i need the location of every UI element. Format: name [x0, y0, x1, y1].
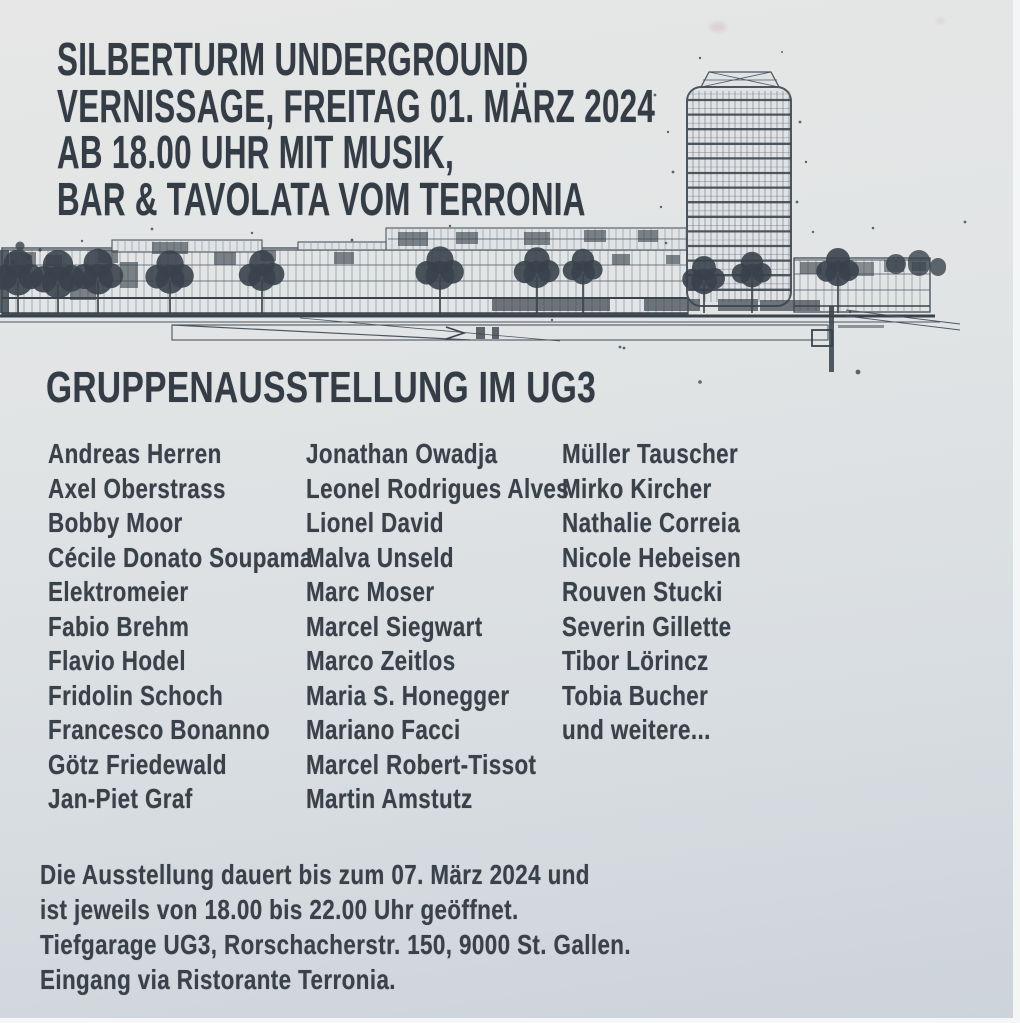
artist-name	[48, 644, 306, 679]
artist-name	[562, 541, 862, 576]
text: Fridolin Schoch	[48, 679, 224, 711]
text: und weitere...	[562, 714, 711, 745]
text: Bobby Moor	[48, 507, 183, 538]
text: Mariano Facci	[306, 714, 461, 745]
photo-edge	[0, 1018, 1020, 1023]
header-line	[57, 126, 937, 178]
text: Götz Friedewald	[48, 748, 227, 780]
text: AB 18.00 UHR MIT MUSIK,	[57, 126, 455, 178]
artist-name	[48, 713, 306, 748]
text: Flavio Hodel	[48, 645, 186, 676]
text: Müller Tauscher	[562, 438, 739, 469]
text: Tobia Bucher	[562, 679, 709, 711]
text: Fabio Brehm	[48, 610, 190, 642]
artist-name	[306, 437, 562, 472]
text: Tibor Lörincz	[562, 645, 709, 676]
artist-name	[306, 782, 562, 817]
text: SILBERTURM UNDERGROUND	[57, 33, 529, 85]
text: Francesco Bonanno	[48, 714, 271, 745]
text: Malva Unseld	[306, 541, 454, 573]
artist-name	[48, 575, 306, 610]
artist-name	[306, 610, 562, 645]
artist-name	[48, 541, 313, 576]
artist-name	[48, 472, 306, 507]
event-header	[57, 33, 937, 225]
text: Axel Oberstrass	[48, 472, 226, 504]
artist-name	[48, 437, 306, 472]
artist-name	[562, 506, 862, 541]
text: Die Ausstellung dauert bis zum 07. März 2024 und	[40, 859, 590, 890]
artist-name	[562, 679, 862, 714]
artist-name	[562, 472, 862, 507]
artist-column-3	[562, 437, 862, 817]
artist-name	[306, 713, 562, 748]
artist-column-1	[48, 437, 313, 817]
artist-name	[306, 644, 562, 679]
text: Leonel Rodrigues Alves	[306, 472, 570, 504]
text: Jan-Piet Graf	[48, 783, 193, 814]
artist-name	[306, 506, 562, 541]
section-title-text: GRUPPENAUSSTELLUNG IM UG3	[46, 363, 597, 412]
text: Marcel Robert-Tissot	[306, 748, 537, 780]
text: Cécile Donato Soupama	[48, 541, 313, 573]
artist-name	[306, 748, 562, 783]
artist-name	[562, 575, 862, 610]
text: Severin Gillette	[562, 610, 732, 642]
paper-smudge	[936, 18, 945, 24]
text: Marco Zeitlos	[306, 645, 456, 676]
text: Marc Moser	[306, 576, 435, 607]
text: Nathalie Correia	[562, 507, 741, 538]
artist-name	[306, 472, 570, 507]
detail-line	[40, 962, 779, 997]
artist-name	[562, 437, 862, 472]
text: BAR & TAVOLATA VOM TERRONIA	[57, 172, 586, 225]
artist-name	[306, 541, 562, 576]
text: Martin Amstutz	[306, 783, 473, 814]
text: Mirko Kircher	[562, 472, 712, 504]
header-line	[57, 33, 937, 85]
event-details	[40, 857, 779, 997]
text: Marcel Siegwart	[306, 610, 483, 642]
header-line	[57, 172, 937, 225]
header-line	[57, 79, 937, 132]
artist-columns	[48, 437, 862, 817]
artist-name	[562, 644, 862, 679]
text: Elektromeier	[48, 576, 189, 607]
section-title	[46, 363, 770, 412]
detail-line	[40, 892, 779, 927]
text: Maria S. Honegger	[306, 679, 510, 711]
text: ist jeweils von 18.00 bis 22.00 Uhr geöffnet.	[40, 894, 519, 925]
detail-line	[40, 857, 779, 892]
text: Tiefgarage UG3, Rorschacherstr. 150, 9000 St. Gallen.	[40, 929, 632, 960]
artist-name	[48, 679, 306, 714]
photo-edge	[1013, 0, 1020, 1023]
artist-name	[562, 713, 862, 748]
artist-column-2	[306, 437, 570, 817]
text: Eingang via Ristorante Terronia.	[40, 964, 396, 995]
artist-name	[48, 782, 306, 817]
detail-line	[40, 927, 779, 962]
artist-name	[48, 610, 306, 645]
artist-name	[306, 679, 562, 714]
artist-name	[562, 610, 862, 645]
text: Rouven Stucki	[562, 576, 723, 607]
text: Jonathan Owadja	[306, 438, 498, 469]
artist-name	[48, 748, 306, 783]
text: VERNISSAGE, FREITAG 01. MÄRZ 2024	[57, 79, 656, 132]
paper-smudge	[710, 22, 726, 32]
text: Andreas Herren	[48, 438, 222, 469]
text: Nicole Hebeisen	[562, 541, 742, 573]
artist-name	[48, 506, 306, 541]
text: Lionel David	[306, 507, 444, 538]
artist-name	[306, 575, 562, 610]
